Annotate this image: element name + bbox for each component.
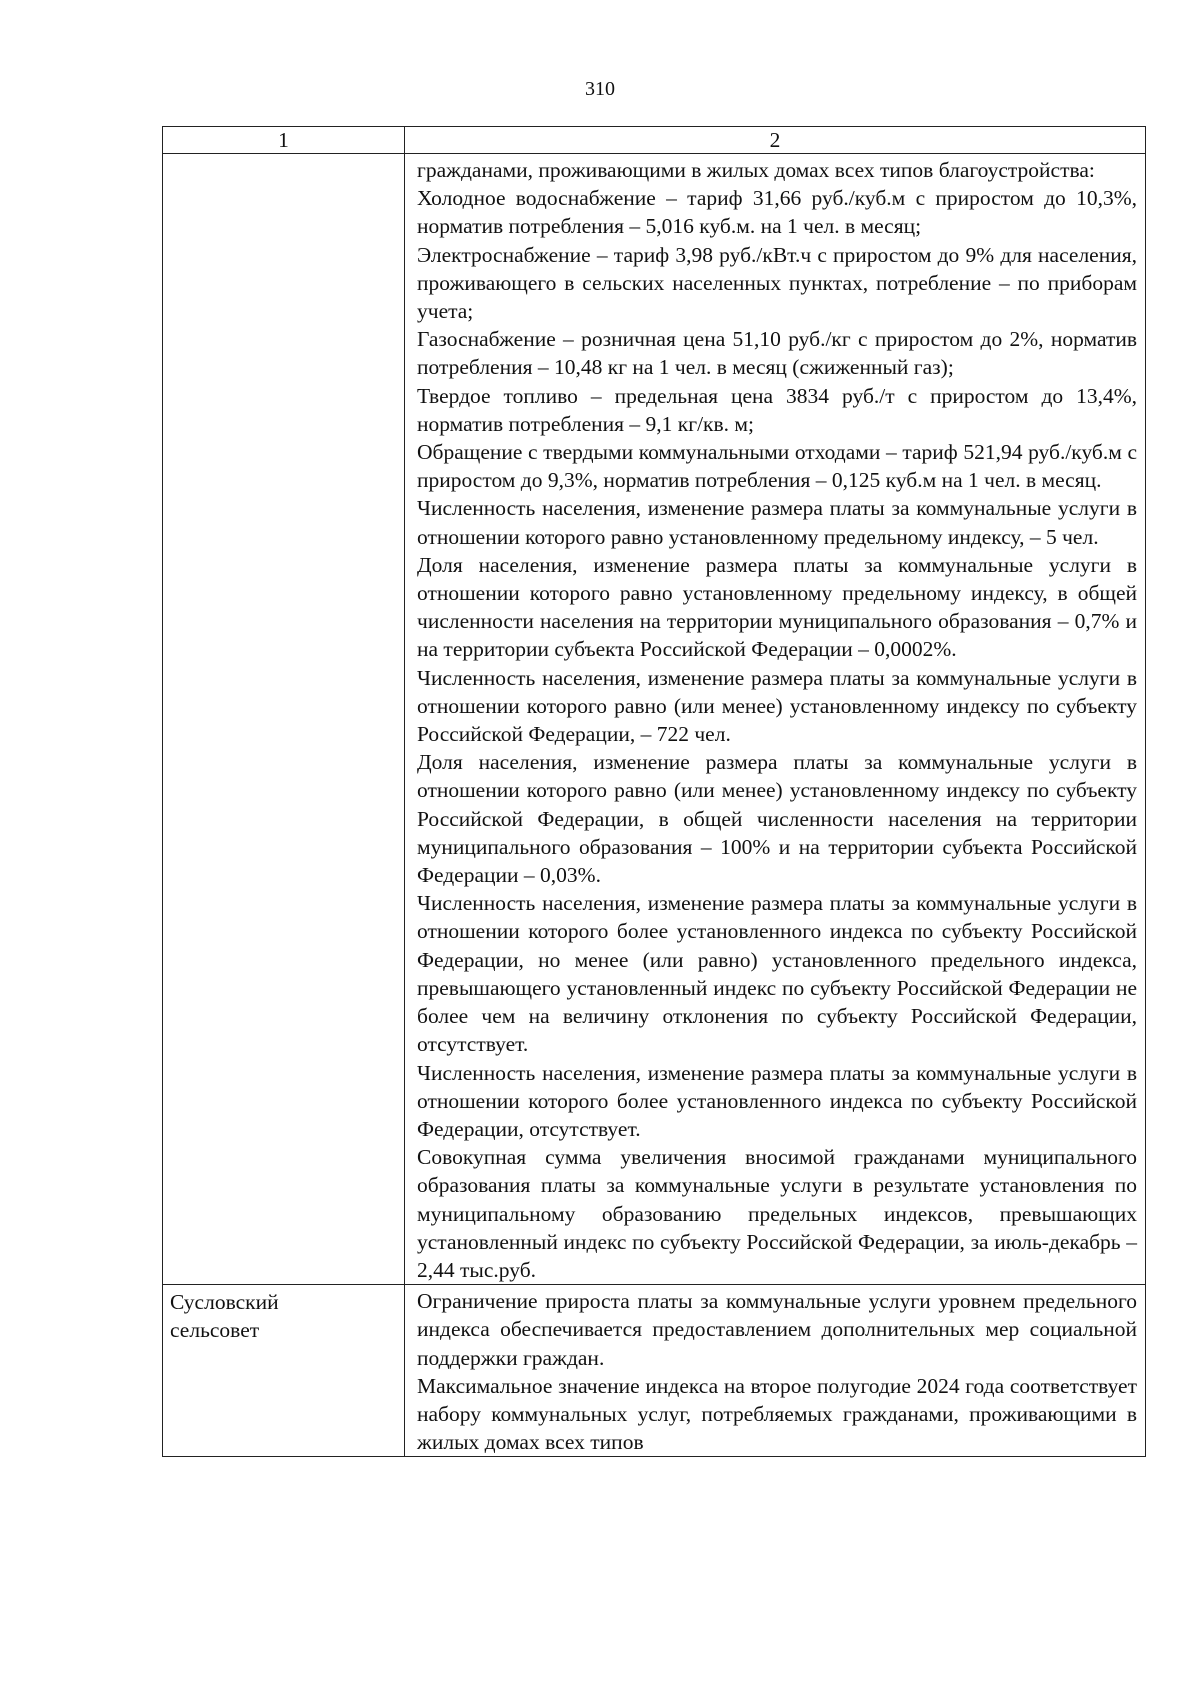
- table-row: [163, 1285, 1146, 1457]
- table-header-row: [163, 127, 1146, 154]
- paragraph: Численность населения, изменение размера платы за коммунальные услуги в отношении которого более установленного индекса по субъекту Российской Федерации, но менее (или равно) установленного предельного индекса, превышающего установленный индекс по субъекту Российской Федерации не более чем на величину отклонения по субъекту Российской Федерации, отсутствует.: [417, 891, 1137, 1057]
- paragraph: Численность населения, изменение размера платы за коммунальные услуги в отношении которого равно (или менее) установленному индексу по субъекту Российской Федерации, – 722 чел.: [417, 665, 1137, 747]
- column-header-1: 1: [163, 127, 405, 154]
- paragraph: Газоснабжение – розничная цена 51,10 руб./кг с приростом до 2%, норматив потребления – 10,48 кг на 1 чел. в месяц (сжиженный газ);: [417, 327, 1137, 380]
- paragraph: Обращение с твердыми коммунальными отходами – тариф 521,94 руб./куб.м с приростом до 9,3%, норматив потребления – 0,125 куб.м на 1 чел. в месяц.: [417, 440, 1137, 493]
- paragraph: гражданами, проживающими в жилых домах всех типов благоустройства:: [417, 158, 1095, 182]
- region-cell: [163, 154, 405, 1285]
- description-cell: [405, 154, 1146, 1285]
- paragraph: Холодное водоснабжение – тариф 31,66 руб./куб.м с приростом до 10,3%, норматив потребления – 5,016 куб.м. на 1 чел. в месяц;: [417, 186, 1137, 239]
- paragraph: Твердое топливо – предельная цена 3834 руб./т с приростом до 13,4%, норматив потребления – 9,1 кг/кв. м;: [417, 383, 1137, 436]
- description-cell: [405, 1285, 1146, 1457]
- tariff-table: [162, 126, 1146, 1457]
- paragraph: Доля населения, изменение размера платы за коммунальные услуги в отношении которого равно установленному предельному индексу, в общей численности населения на территории муниципального образования – 0,7% и на территории субъекта Российской Федерации – 0,0002%.: [417, 552, 1137, 662]
- paragraph: Максимальное значение индекса на второе полугодие 2024 года соответствует набору коммунальных услуг, потребляемых гражданами, проживающими в жилых домах всех типов: [417, 1373, 1137, 1455]
- paragraph: Численность населения, изменение размера платы за коммунальные услуги в отношении которого равно установленному предельному индексу, – 5 чел.: [417, 496, 1137, 549]
- paragraph: Численность населения, изменение размера платы за коммунальные услуги в отношении которого более установленного индекса по субъекту Российской Федерации, отсутствует.: [417, 1060, 1137, 1141]
- paragraph: Ограничение прироста платы за коммунальные услуги уровнем предельного индекса обеспечивается предоставлением дополнительных мер социальной поддержки граждан.: [417, 1289, 1137, 1370]
- paragraph: Доля населения, изменение размера платы за коммунальные услуги в отношении которого равно (или менее) установленному индексу по субъекту Российской Федерации, в общей численности населения на территории муниципального образования – 100% и на территории субъекта Российской Федерации – 0,03%.: [417, 750, 1137, 888]
- paragraph: Совокупная сумма увеличения вносимой гражданами муниципального образования платы за коммунальные услуги в результате установления по муниципальному образованию предельных индексов, превышающих установленный индекс по субъекту Российской Федерации, за июль-декабрь – 2,44 тыс.руб.: [417, 1145, 1137, 1282]
- region-name: Сусловский сельсовет: [170, 1290, 279, 1343]
- column-header-2: 2: [405, 127, 1146, 154]
- table-row: [163, 154, 1146, 1285]
- paragraph: Электроснабжение – тариф 3,98 руб./кВт.ч с приростом до 9% для населения, проживающего в сельских населенных пунктах, потребление – по приборам учета;: [417, 242, 1137, 324]
- region-cell: [163, 1285, 405, 1457]
- page-number: 310: [585, 78, 615, 100]
